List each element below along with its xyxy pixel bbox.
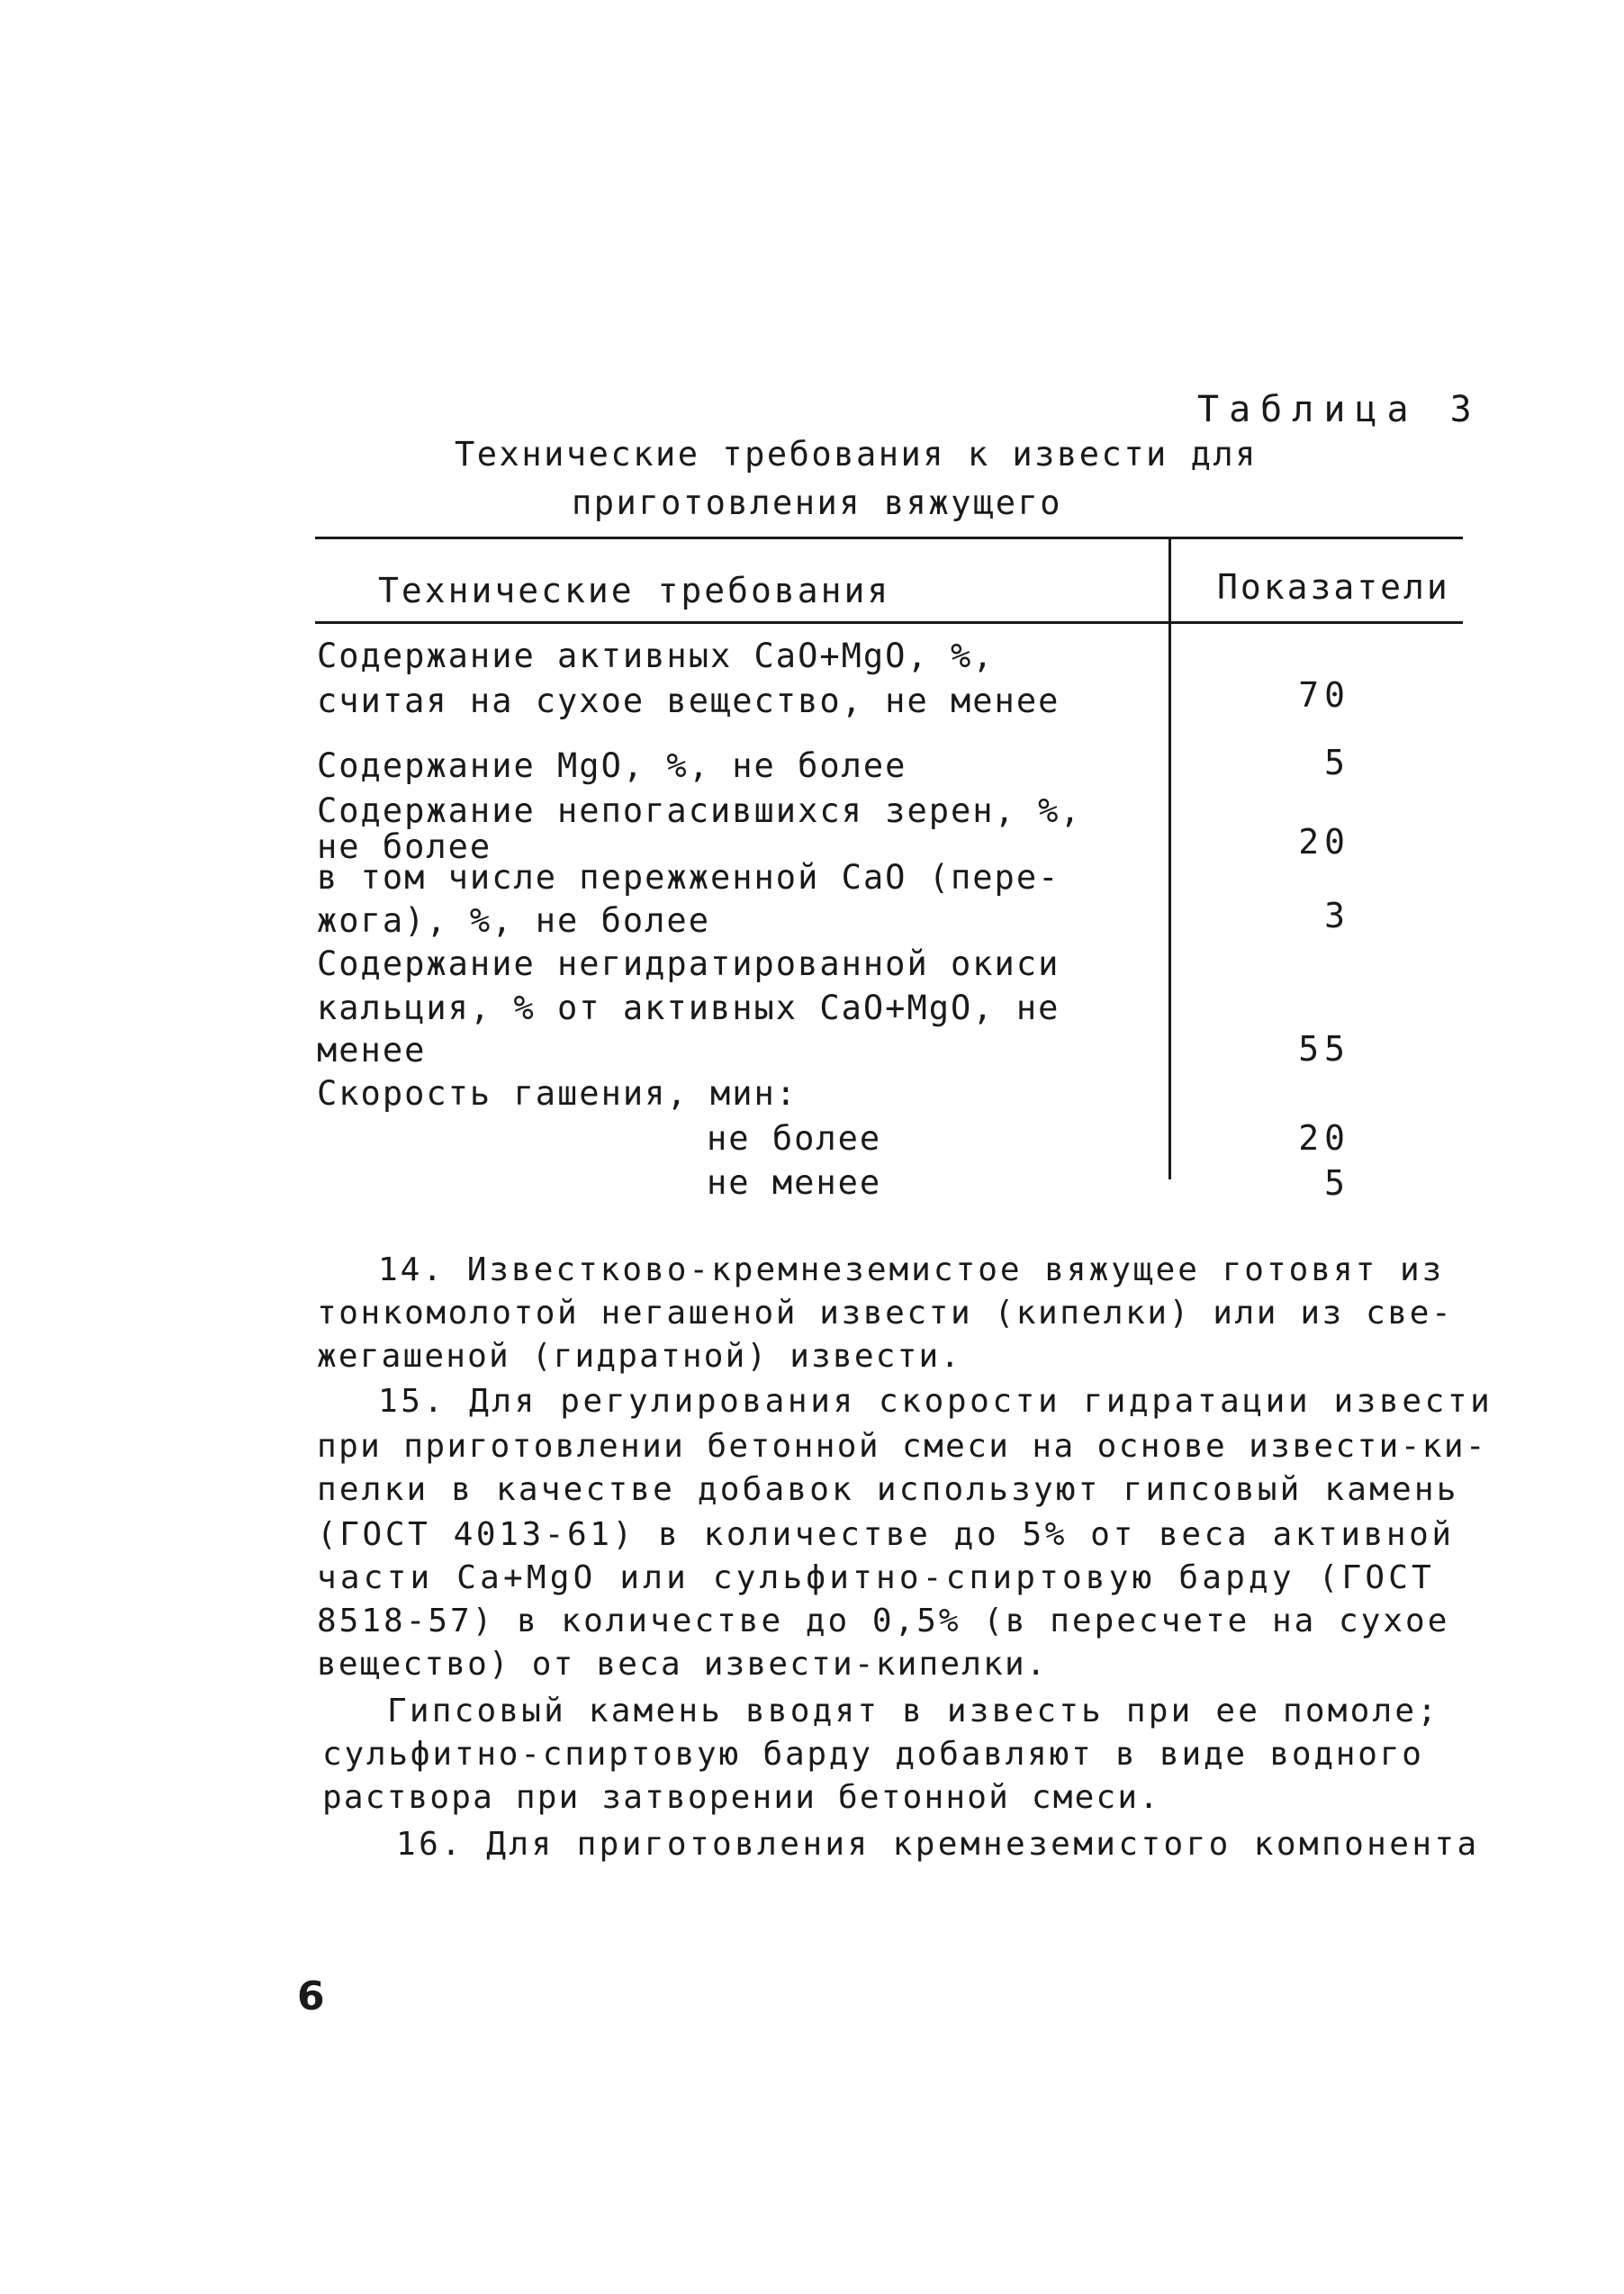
value-cell: 55 xyxy=(1298,1029,1350,1069)
row-text: Содержание активных CaO+MgO, %, xyxy=(317,637,995,675)
row-text: Содержание непогасившихся зерен, %, xyxy=(317,791,1082,830)
page-number: 6 xyxy=(297,1973,325,2019)
paragraph-line: 16. Для приготовления кремнеземистого компонента xyxy=(396,1826,1480,1863)
row-text: Содержание MgO, %, не более xyxy=(317,746,907,785)
paragraph-line: 8518-57) в количестве до 0,5% (в пересчете на сухое xyxy=(317,1603,1450,1639)
paragraph-line: 15. Для регулирования скорости гидратации извести xyxy=(378,1383,1493,1420)
row-text: Содержание негидратированной окиси xyxy=(317,944,1060,983)
value-cell: 5 xyxy=(1324,743,1350,782)
paragraph-line: части Ca+MgO или сульфитно-спиртовую барду (ГОСТ xyxy=(317,1559,1435,1596)
row-text: не менее xyxy=(707,1163,882,1202)
row-text: кальция, % от активных CaO+MgO, не xyxy=(317,989,1060,1027)
paragraph-line: (ГОСТ 4013-61) в количестве до 5% от веса активной xyxy=(317,1516,1455,1553)
paragraph-line: пелки в качестве добавок используют гипсовый камень xyxy=(317,1471,1459,1508)
row-text: жога), %, не более xyxy=(317,901,710,940)
row-text: не более xyxy=(707,1119,882,1158)
table-top-rule xyxy=(315,537,1463,539)
table-title-line2: приготовления вяжущего xyxy=(572,483,1063,522)
value-cell: 3 xyxy=(1324,896,1350,935)
paragraph-line: сульфитно-спиртовую барду добавляют в виде водного xyxy=(322,1736,1424,1773)
row-text: в том числе пережженной CaO (пере- xyxy=(317,858,1060,897)
table-header-rule xyxy=(315,621,1463,624)
header-requirements: Технические требования xyxy=(378,571,891,610)
row-text: считая на сухое вещество, не менее xyxy=(317,682,1060,720)
value-cell: 20 xyxy=(1298,1118,1350,1158)
paragraph-line: Гипсовый камень вводят в известь при ее помоле; xyxy=(387,1693,1440,1730)
row-text: Скорость гашения, мин: xyxy=(317,1074,798,1113)
value-cell: 5 xyxy=(1324,1163,1350,1203)
paragraph-line: 14. Известково-кремнеземистое вяжущее готовят из xyxy=(378,1251,1445,1288)
header-values: Показатели xyxy=(1217,567,1450,607)
table-caption: Таблица 3 xyxy=(1197,389,1482,430)
row-text: не более xyxy=(317,827,492,866)
value-cell: 20 xyxy=(1298,822,1350,862)
paragraph-line: раствора при затворении бетонной смеси. xyxy=(322,1779,1161,1816)
row-text: менее xyxy=(317,1031,427,1070)
paragraph-line: тонкомолотой негашеной извести (кипелки) или из све- xyxy=(317,1295,1454,1332)
table-title-line1: Технические требования к извести для xyxy=(455,435,1258,474)
paragraph-line: вещество) от веса извести-кипелки. xyxy=(317,1646,1048,1683)
paragraph-line: жегашеной (гидратной) извести. xyxy=(317,1338,962,1375)
value-cell: 70 xyxy=(1298,675,1350,715)
paragraph-line: при приготовлении бетонной смеси на основе извести-ки- xyxy=(317,1428,1487,1465)
